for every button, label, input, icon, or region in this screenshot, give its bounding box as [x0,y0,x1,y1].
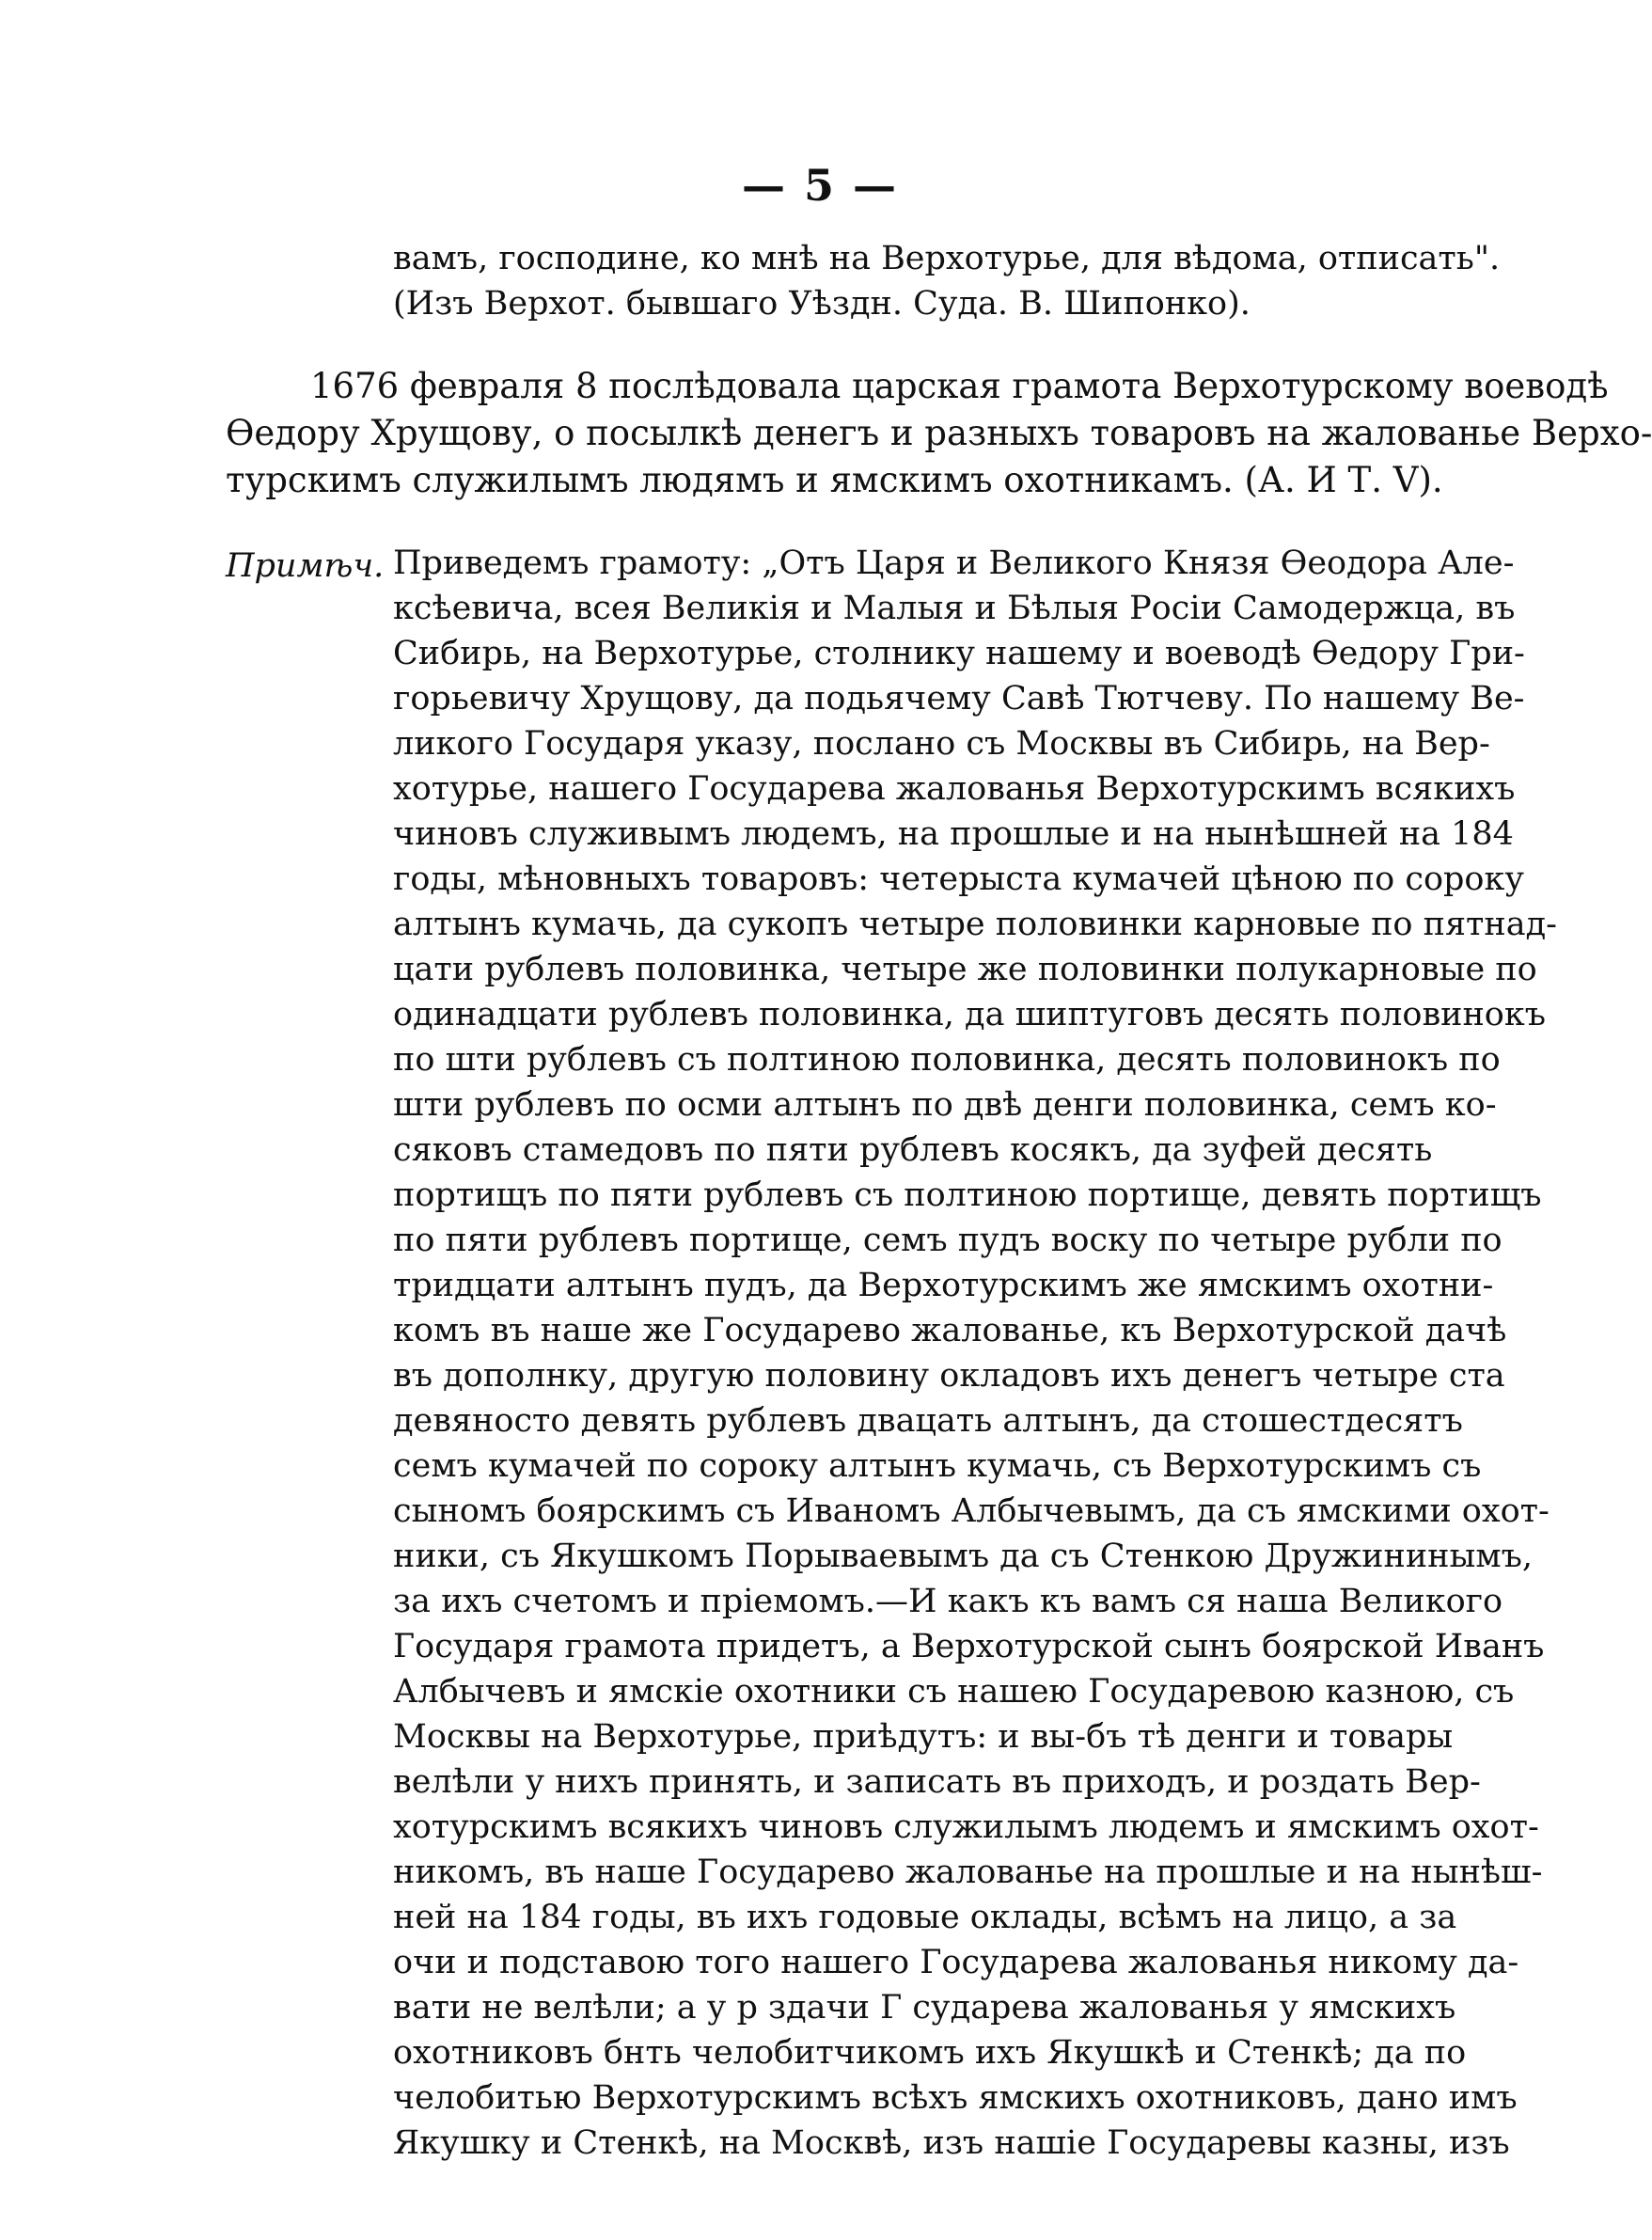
note-line: ксѣевича, всея Великія и Малыя и Бѣлыя Росіи Самодержца, въ [393,590,1516,627]
page-number: — 5 — [741,160,899,211]
note-line: челобитью Верхотурскимъ всѣхъ ямскихъ охотниковъ, дано имъ [393,2079,1518,2117]
note-label: Примѣч. [226,547,385,585]
note-line: хотурскимъ всякихъ чиновъ служилымъ людемъ и ямскимъ охот- [393,1808,1539,1846]
note-line: по шти рублевъ съ полтиною половинка, десять половинокъ по [393,1041,1501,1079]
note-line: Албычевъ и ямскіе охотники съ нашею Государевою казною, съ [393,1673,1515,1711]
intro-line: (Изъ Верхот. бывшаго Уѣздн. Суда. В. Шипонко). [393,285,1251,323]
note-line: тридцати алтынъ пудъ, да Верхотурскимъ же ямскимъ охотни- [393,1267,1494,1304]
note-line: Государя грамота придетъ, а Верхотурской сынъ боярской Иванъ [393,1628,1545,1665]
note-line: шти рублевъ по осми алтынъ по двѣ денги половинка, семъ ко- [393,1086,1497,1124]
note-line: велѣли у нихъ принять, и записать въ приходъ, и роздать Вер- [393,1763,1481,1801]
note-line: за ихъ счетомъ и пріемомъ.—И какъ къ вамъ ся наша Великого [393,1583,1503,1620]
note-line: ликого Государя указу, послано съ Москвы въ Сибирь, на Вер- [393,725,1490,763]
note-line: сыномъ боярскимъ съ Иваномъ Албычевымъ, да съ ямскими охот- [393,1492,1550,1530]
note-line: одинадцати рублевъ половинка, да шиптуговъ десять половинокъ [393,996,1547,1033]
note-line: вати не велѣли; а у р здачи Г сударева жалованья у ямскихъ [393,1989,1456,2027]
intro-line: вамъ, господине, ко мнѣ на Верхотурье, для вѣдома, отписать". [393,240,1501,277]
note-line: годы, мѣновныхъ товаровъ: четерыста кумачей цѣною по сороку [393,860,1524,898]
note-line: цати рублевъ половинка, четыре же половинки полукарновые по [393,951,1537,988]
note-line: девяносто девять рублевъ двацать алтынъ, да стошестдесятъ [393,1402,1463,1440]
note-line: семъ кумачей по сороку алтынъ кумачь, съ Верхотурскимъ съ [393,1447,1482,1485]
note-line: Сибирь, на Верхотурье, столнику нашему и воеводѣ Ѳедору Гри- [393,635,1525,672]
note-line: никомъ, въ наше Государево жалованье на прошлые и на нынѣш- [393,1854,1543,1891]
entry-line: Ѳедору Хрущову, о посылкѣ денегъ и разныхъ товаровъ на жалованье Верхо- [226,413,1652,453]
entry-line: 1676 февраля 8 послѣдовала царская грамота Верхотурскому воеводѣ [310,366,1609,406]
note-line: комъ въ наше же Государево жалованье, къ Верхотурской дачѣ [393,1312,1507,1349]
note-line: охотниковъ бнть челобитчикомъ ихъ Якушкѣ и Стенкѣ; да по [393,2034,1467,2072]
note-line: Приведемъ грамоту: „Отъ Царя и Великого Князя Ѳеодора Але- [393,544,1515,582]
note-line: портищъ по пяти рублевъ съ полтиною портище, девять портищъ [393,1176,1542,1214]
note-line: чиновъ служивымъ людемъ, на прошлые и на нынѣшней на 184 [393,815,1514,853]
note-line: горьевичу Хрущову, да подьячему Савѣ Тютчеву. По нашему Ве- [393,680,1525,718]
note-line: ней на 184 годы, въ ихъ годовые оклады, всѣмъ на лицо, а за [393,1899,1457,1936]
note-line: очи и подставою того нашего Государева жалованья никому да- [393,1944,1519,1981]
note-line: въ дополнку, другую половину окладовъ ихъ денегъ четыре ста [393,1357,1505,1395]
note-line: Якушку и Стенкѣ, на Москвѣ, изъ нашіе Государевы казны, изъ [393,2124,1510,2162]
note-line: алтынъ кумачь, да сукопъ четыре половинки карновые по пятнад- [393,906,1557,943]
entry-line: турскимъ служилымъ людямъ и ямскимъ охотникамъ. (А. И Т. V). [226,460,1443,500]
note-line: по пяти рублевъ портищe, семъ пудъ воску по четыре рубли по [393,1222,1503,1259]
note-line: ники, съ Якушкомъ Порываевымъ да съ Стенкою Дружининымъ, [393,1538,1533,1575]
note-line: хотурье, нашего Государева жалованья Верхотурскимъ всякихъ [393,770,1516,808]
note-line: Москвы на Верхотурье, приѣдутъ: и вы-бъ тѣ денги и товары [393,1718,1454,1756]
note-line: сяковъ стамедовъ по пяти рублевъ косякъ, да зуфей десять [393,1131,1433,1169]
